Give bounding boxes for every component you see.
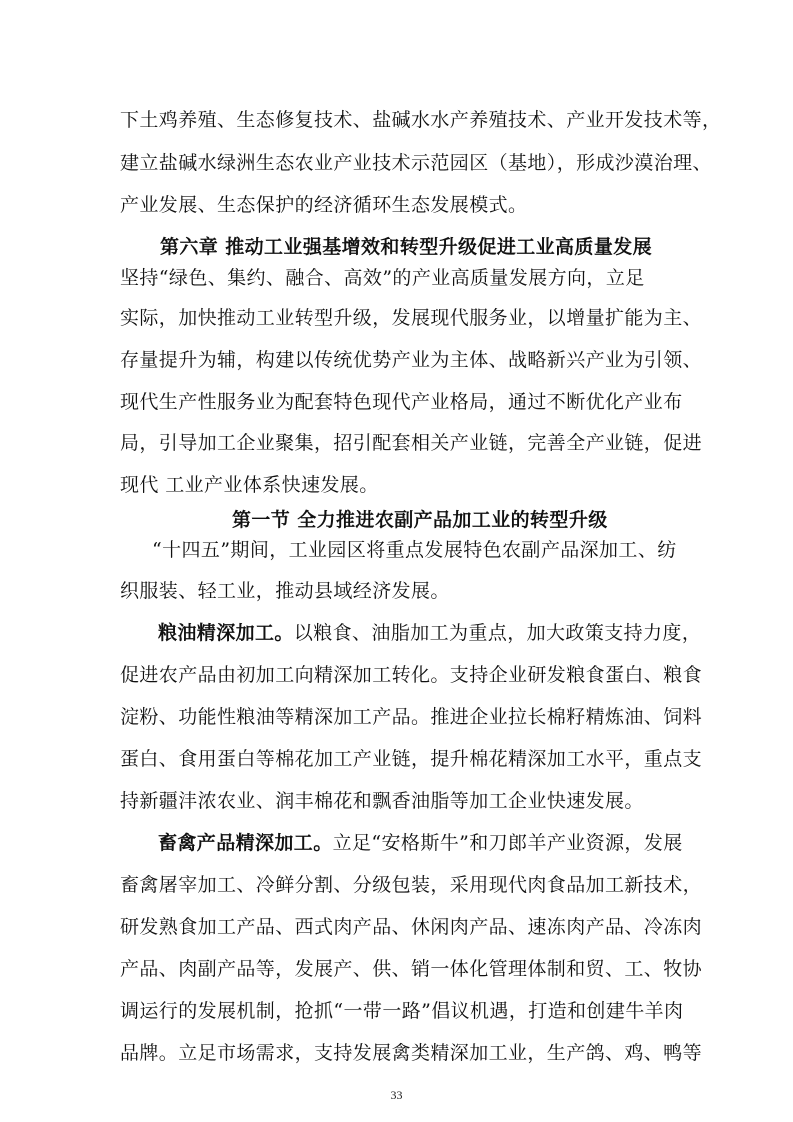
paragraph-line: 建立盐碱水绿洲生态农业产业技术示范园区（基地），形成沙漠治理、 (120, 152, 712, 174)
paragraph-line: 持新疆沣浓农业、润丰棉花和飘香油脂等加工企业快速发展。 (120, 790, 644, 812)
paragraph-line: 存量提升为辅，构建以传统优势产业为主体、战略新兴产业为引领、 (120, 349, 703, 371)
paragraph-line: 研发熟食加工产品、西式肉产品、休闲肉产品、速冻肉产品、冷冻肉 (120, 916, 703, 938)
chapter-heading: 第六章 推动工业强基增效和转型升级促进工业高质量发展 (160, 236, 653, 258)
paragraph-line: 织服装、轻工业，推动县域经济发展。 (120, 580, 450, 602)
paragraph-line: 产业发展、生态保护的经济循环生态发展模式。 (120, 194, 528, 216)
paragraph-line: 促进农产品由初加工向精深加工转化。支持企业研发粮食蛋白、粮食 (120, 664, 703, 686)
paragraph-line: 实际，加快推动工业转型升级，发展现代服务业，以增量扩能为主、 (120, 307, 703, 329)
paragraph-line (158, 621, 718, 645)
section-heading: 第一节 全力推进农副产品加工业的转型升级 (232, 509, 608, 531)
paragraph-line: 淀粉、功能性粮油等精深加工产品。推进企业拉长棉籽精炼油、饲料 (120, 706, 703, 728)
paragraph-lead: 粮油精深加工。 (158, 622, 294, 644)
paragraph-text: 以粮食、油脂加工为重点，加大政策支持力度， (293, 622, 702, 644)
paragraph-line: “十四五”期间，工业园区将重点发展特色农副产品深加工、纺 (152, 539, 677, 561)
paragraph-line: 现代 工业产业体系快速发展。 (120, 474, 379, 496)
paragraph-line: 局，引导加工企业聚集，招引配套相关产业链，完善全产业链，促进 (120, 432, 703, 454)
paragraph-line: 蛋白、食用蛋白等棉花加工产业链，提升棉花精深加工水平，重点支 (120, 748, 703, 770)
page-number: 33 (390, 1088, 403, 1102)
paragraph-line: 产品、肉副产品等，发展产、供、销一体化管理体制和贸、工、牧协 (120, 958, 703, 980)
paragraph-line: 畜禽屠宰加工、冷鲜分割、分级包装，采用现代肉食品加工新技术， (120, 874, 703, 896)
paragraph-lead: 畜禽产品精深加工。 (158, 832, 333, 854)
paragraph-line: 品牌。立足市场需求，支持发展禽类精深加工业，生产鸽、鸡、鸭等 (120, 1042, 703, 1064)
paragraph-text: 立足“安格斯牛”和刀郎羊产业资源，发展 (332, 832, 683, 854)
paragraph-line: 现代生产性服务业为配套特色现代产业格局，通过不断优化产业布 (120, 391, 683, 413)
paragraph-line (158, 831, 718, 855)
paragraph-line: 下土鸡养殖、生态修复技术、盐碱水水产养殖技术、产业开发技术等， (120, 109, 722, 131)
paragraph-line: 调运行的发展机制，抢抓“一带一路”倡议机遇，打造和创建牛羊肉 (120, 1000, 684, 1022)
paragraph-line: 坚持“绿色、集约、融合、高效”的产业高质量发展方向，立足 (120, 267, 645, 289)
